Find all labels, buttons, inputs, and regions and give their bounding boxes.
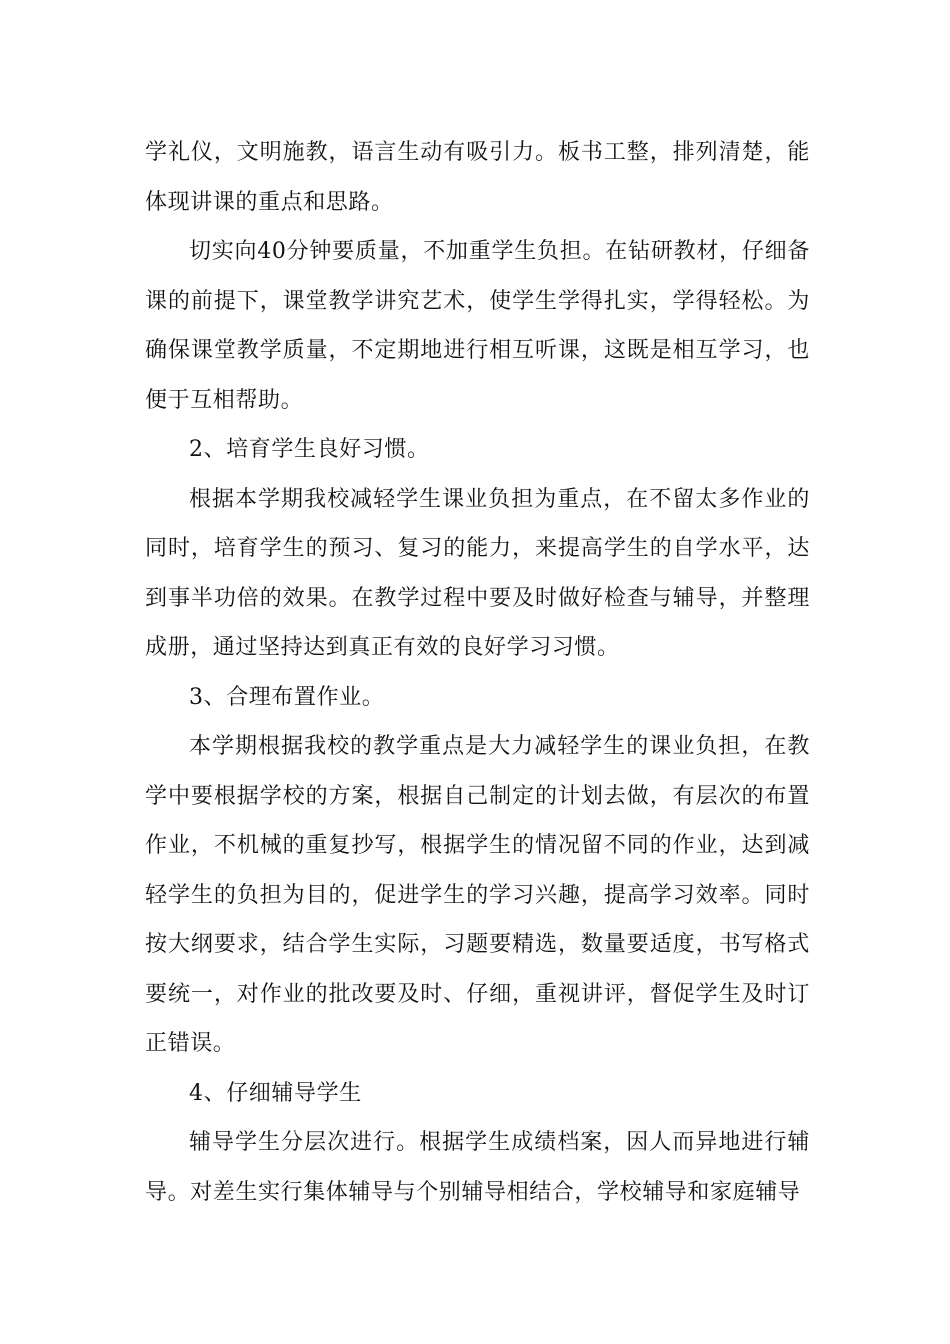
document-body — [145, 128, 810, 1217]
section-heading-3: 3、合理布置作业。 — [189, 684, 385, 710]
paragraph-habits: 根据本学期我校减轻学生课业负担为重点，在不留太多作业的同时，培育学生的预习、复习的能力，来提高学生的自学水平，达到事半功倍的效果。在教学过程中要及时做好检查与辅导，并整理成册，通过坚持达到真正有效的良好学习习惯。 — [145, 486, 810, 660]
paragraph-tutoring: 辅导学生分层次进行。根据学生成绩档案，因人而异地进行辅导。对差生实行集体辅导与个别辅导相结合，学校辅导和家庭辅导 — [145, 1130, 810, 1205]
section-heading-4: 4、仔细辅导学生 — [189, 1080, 362, 1106]
section-heading-2: 2、培育学生良好习惯。 — [189, 437, 430, 462]
paragraph-continuation: 学礼仪，文明施教，语言生动有吸引力。板书工整，排列清楚，能体现讲课的重点和思路。 — [145, 140, 810, 215]
paragraph-homework: 本学期根据我校的教学重点是大力减轻学生的课业负担，在教学中要根据学校的方案，根据自己制定的计划去做，有层次的布置作业，不机械的重复抄写，根据学生的情况留不同的作业，达到减轻学生的负担为目的，促进学生的学习兴趣，提高学习效率。同时按大纲要求，结合学生实际，习题要精选，数量要适度，书写格式要统一，对作业的批改要及时、仔细，重视讲评，督促学生及时订正错误。 — [145, 734, 810, 1056]
paragraph-quality: 切实向40分钟要质量，不加重学生负担。在钻研教材，仔细备课的前提下，课堂教学讲究艺术，使学生学得扎实，学得轻松。为确保课堂教学质量，不定期地进行相互听课，这既是相互学习，也便于互相帮助。 — [145, 239, 810, 413]
